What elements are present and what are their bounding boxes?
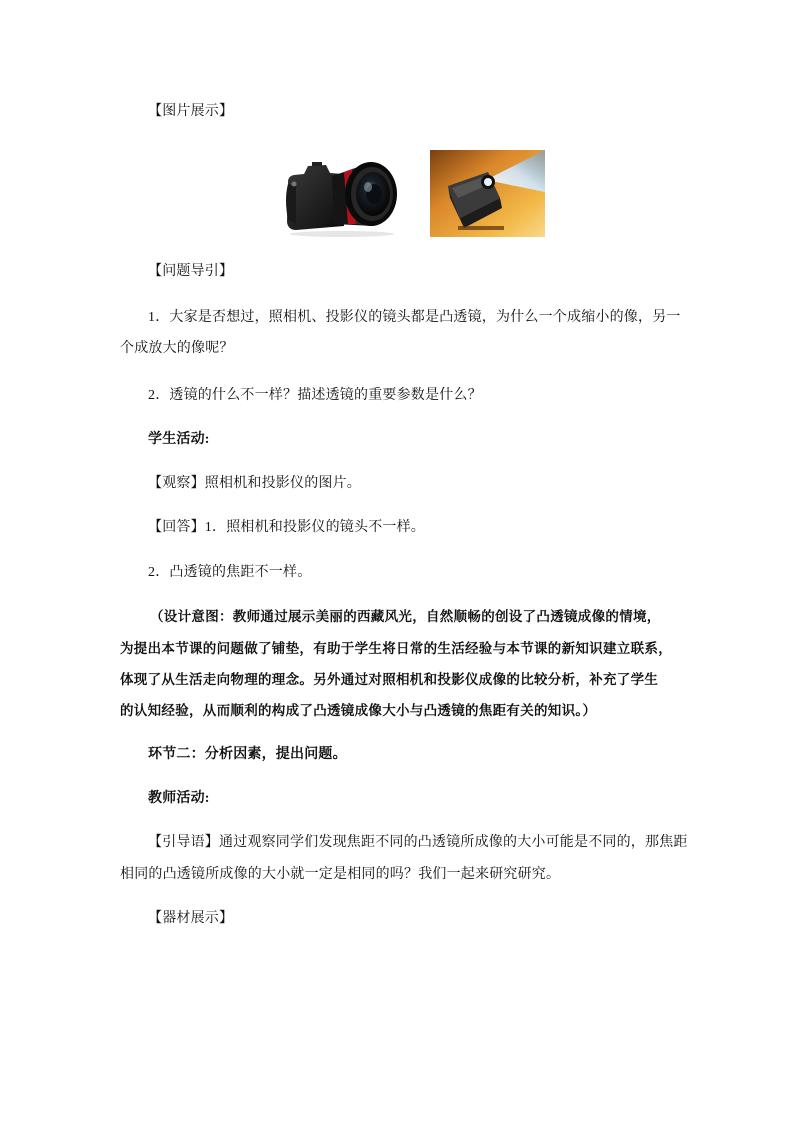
student-answer-1: 【回答】1．照相机和投影仪的镜头不一样。: [148, 520, 425, 535]
question-1-line-1: 1．大家是否想过，照相机、投影仪的镜头都是凸透镜，为什么一个成缩小的像，另一: [148, 310, 681, 325]
camera-button: [292, 182, 297, 187]
teacher-guide-line-1: 【引导语】通过观察同学们发现焦距不同的凸透镜所成像的大小可能是不同的，那焦距: [148, 835, 688, 850]
camera-hotshoe: [312, 162, 322, 166]
section-two-heading: 环节二：分析因素，提出问题。: [148, 747, 347, 762]
design-intent-line-1: （设计意图：教师通过展示美丽的西藏风光，自然顺畅的创设了凸透镜成像的情境，: [150, 609, 661, 625]
teacher-activity-heading: 教师活动:: [148, 791, 210, 806]
image-display-heading: 【图片展示】: [148, 104, 234, 119]
design-intent-line-2: 为提出本节课的问题做了铺垫，有助于学生将日常的生活经验与本节课的新知识建立联系，: [120, 641, 672, 657]
design-intent-line-3: 体现了从生活走向物理的理念。另外通过对照相机和投影仪成像的比较分析，补充了学生: [120, 672, 659, 688]
camera-shadow: [290, 231, 394, 237]
projector-stand: [458, 226, 504, 230]
design-intent-line-4: 的认知经验，从而顺利的构成了凸透镜成像大小与凸透镜的焦距有关的知识。）: [120, 703, 597, 719]
question-guide-heading: 【问题导引】: [148, 264, 234, 279]
question-1-line-2: 个成放大的像呢？: [120, 341, 234, 356]
question-2: 2．透镜的什么不一样？描述透镜的重要参数是什么？: [148, 388, 482, 403]
teacher-guide-line-2: 相同的凸透镜所成像的大小就一定是相同的吗？我们一起来研究研究。: [120, 867, 561, 882]
student-observe: 【观察】照相机和投影仪的图片。: [148, 476, 361, 491]
student-activity-heading: 学生活动:: [148, 432, 210, 447]
equipment-display-heading: 【器材展示】: [148, 911, 234, 926]
projector-photo: [430, 150, 545, 237]
camera-photo: [282, 154, 399, 238]
student-answer-2: 2．凸透镜的焦距不一样。: [148, 565, 312, 580]
